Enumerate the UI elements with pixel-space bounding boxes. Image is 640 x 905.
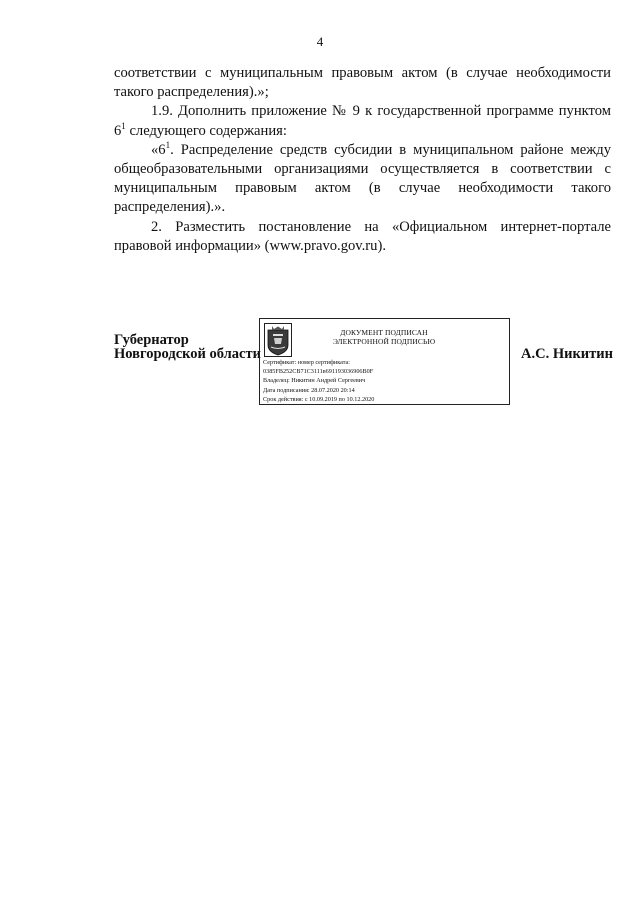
stamp-details: [263, 358, 374, 404]
stamp-header: [304, 328, 464, 346]
signer-title-line1: Губернатор: [114, 332, 189, 348]
item-6-1-lead: «6: [151, 141, 166, 158]
stamp-header-line2: ЭЛЕКТРОННОЙ ПОДПИСЬЮ: [332, 337, 436, 346]
paragraph-continuation: соответствии с муниципальным правовым актом (в случае необходимости такого распределения).»;: [114, 65, 611, 101]
page-number: 4: [316, 34, 324, 49]
signer-title-line2: Новгородской области: [114, 346, 261, 362]
paragraph-2: 2. Разместить постановление на «Официальном интернет-портале правовой информации» (www.pravo.gov.ru).: [114, 218, 611, 254]
superscript: 1: [165, 139, 171, 150]
stamp-cert-number: 0385FB252CB71C3111в691193036906B0F: [263, 368, 374, 376]
item-6-1-text: . Распределение средств субсидии в муниципальном районе между общеобразовательными организациями осуществляется в соответствии с муниципальным правовым актом (в случае необходимости такого распределения).».: [114, 141, 611, 216]
stamp-signed-date: Дата подписания: 28.07.2020 20:14: [263, 386, 355, 394]
stamp-owner: Владелец: Никитин Андрей Сергеевич: [263, 377, 366, 385]
stamp-header-line1: ДОКУМЕНТ ПОДПИСАН: [340, 328, 428, 337]
paragraph-1-9: [114, 102, 611, 140]
stamp-cert-label: Сертификат: номер сертификата:: [263, 359, 351, 366]
paragraph-1-9-text: 1.9. Дополнить приложение № 9 к государственной программе пунктом 6: [114, 103, 611, 139]
coat-of-arms-icon: [264, 323, 292, 357]
superscript: 1: [121, 120, 126, 131]
document-body: [114, 64, 611, 256]
signer-title: [114, 333, 261, 361]
electronic-signature-stamp: [259, 318, 510, 405]
paragraph-1-9-tail: следующего содержания:: [125, 122, 287, 139]
signer-name: А.С. Никитин: [521, 346, 613, 362]
paragraph-item-6-1: [114, 141, 611, 218]
stamp-validity: Срок действия: с 10.09.2019 по 10.12.2020: [263, 395, 375, 403]
